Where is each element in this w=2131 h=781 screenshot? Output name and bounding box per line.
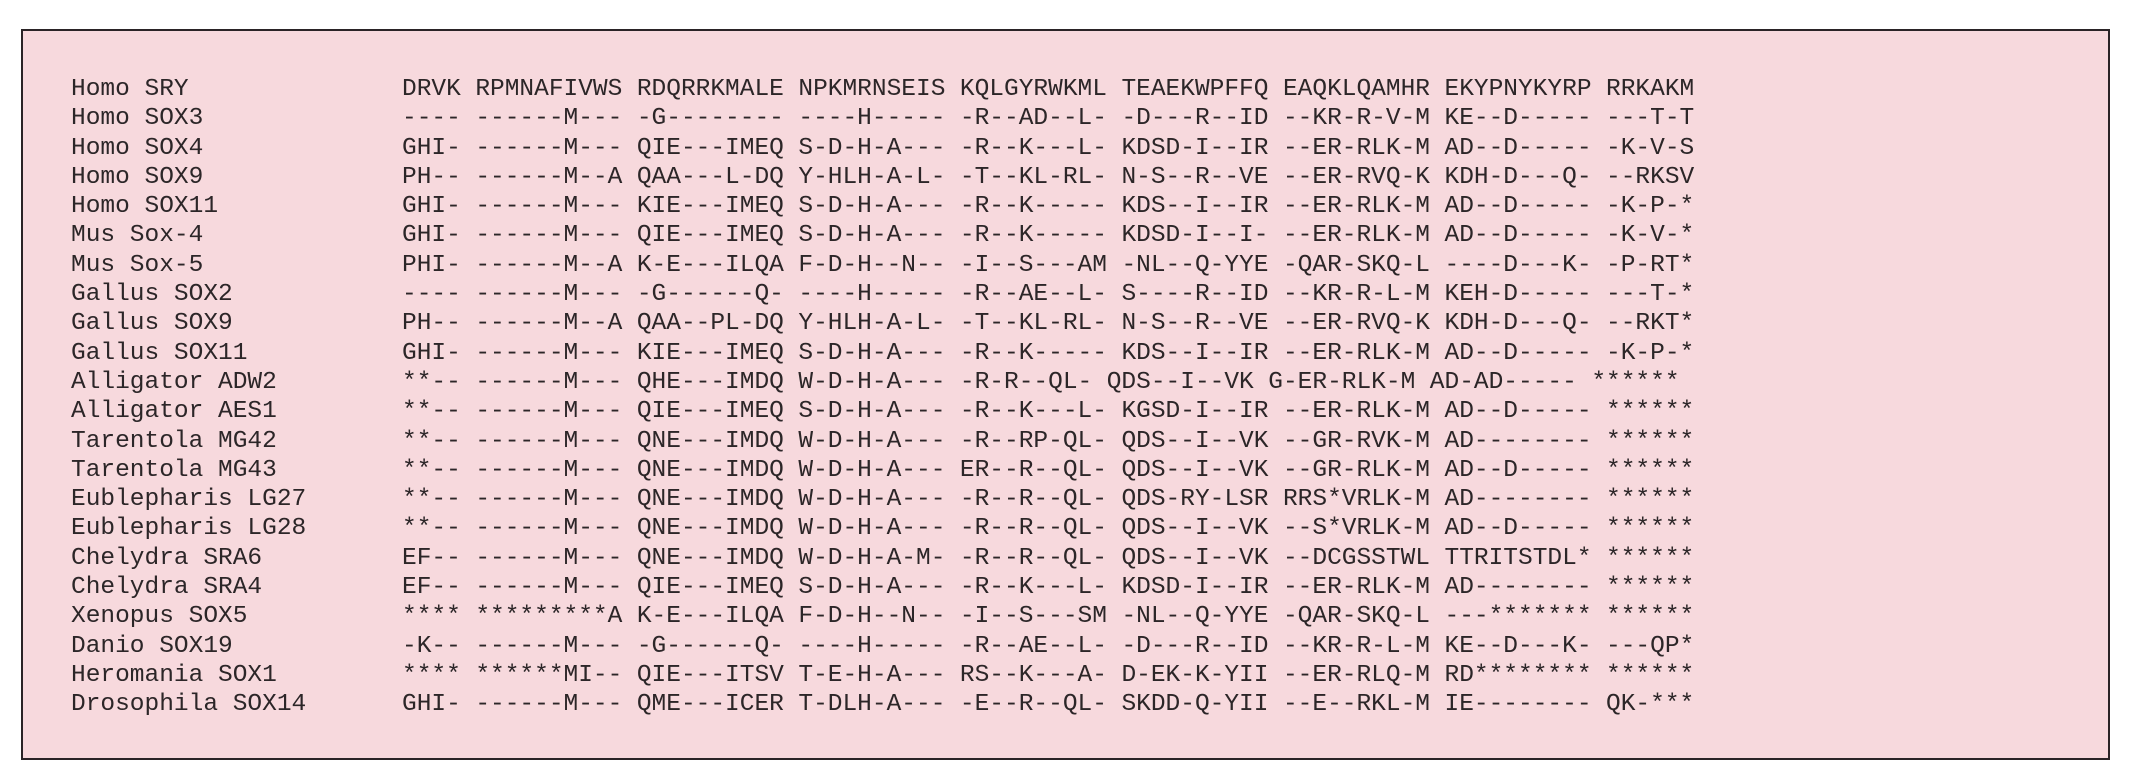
sequence-segment: EF-- (402, 544, 461, 572)
sequence-segment: ------M--- (475, 398, 623, 426)
sequence-segment: AD--D----- (1444, 134, 1592, 162)
sequence-segment: **-- (402, 398, 461, 426)
species-gene-label: Gallus SOX2 (71, 281, 233, 309)
sequence-segment: -R--R--QL- (959, 515, 1107, 543)
sequence-segment: -R--K----- (959, 193, 1107, 221)
sequence-segment: **** (402, 603, 461, 631)
sequence-segment: KQLGYRWKML (959, 76, 1107, 103)
alignment-figure (21, 29, 2110, 760)
sequence-segment: K-E---ILQA (636, 251, 784, 279)
sequence-segment: -G------Q- (636, 632, 784, 660)
sequence-segment: --DCGSSTWL (1282, 544, 1430, 572)
sequence-segment: ----H----- (798, 105, 946, 133)
alignment-row (71, 632, 1694, 661)
species-gene-label: Homo SOX11 (71, 193, 219, 221)
sequence-segment: ------M--A (475, 310, 623, 338)
sequence-segment: -R--K----- (959, 339, 1107, 367)
sequence-segment: ****** (1606, 398, 1695, 426)
sequence-segment: QIE---IMEQ (636, 398, 784, 426)
sequence-segment: T-DLH-A--- (798, 691, 946, 719)
sequence-segment: ****** (1606, 661, 1695, 689)
sequence-segment: S-D-H-A--- (798, 574, 946, 602)
sequence-segment: NPKMRNSEIS (798, 76, 946, 103)
sequence-segment: QIE---IMEQ (636, 574, 784, 602)
sequence-segment: -T--KL-RL- (959, 310, 1107, 338)
sequence-segment: --ER-RLK-M (1282, 398, 1430, 426)
sequence-segment: KDS--I--IR (1121, 193, 1269, 221)
sequence-segment: W-D-H-A--- (798, 368, 946, 396)
sequence-segment: --ER-RVQ-K (1282, 310, 1430, 338)
sequence-segment: --GR-RLK-M (1282, 456, 1430, 484)
sequence-segment: GHI- (402, 339, 461, 367)
sequence-segment: W-D-H-A--- (798, 456, 946, 484)
sequence-segment: ------M--- (475, 368, 623, 396)
sequence-segment: ****** (1606, 486, 1695, 514)
alignment-row (71, 221, 1694, 250)
sequence-segment: DRVK (402, 76, 461, 103)
sequence-segment: -R--K---L- (959, 574, 1107, 602)
sequence-segment: AD-------- (1444, 486, 1592, 514)
sequence-segment: -R--AE--L- (959, 632, 1107, 660)
sequence-segment: PH-- (402, 310, 461, 338)
sequence-segment: --KR-R-L-M (1282, 281, 1430, 309)
sequence-segment: ----H----- (798, 632, 946, 660)
sequence-segment: KE--D---K- (1444, 632, 1592, 660)
sequence-alignment (71, 75, 1694, 720)
sequence-segment: RRS*VRLK-M (1282, 486, 1430, 514)
sequence-segment: KGSD-I--IR (1121, 398, 1269, 426)
sequence-segment: KDSD-I--I- (1121, 222, 1269, 250)
sequence-segment: QDS-RY-LSR (1121, 486, 1269, 514)
sequence-segment: QDS--I--VK (1121, 456, 1269, 484)
sequence-segment: --RKT* (1606, 310, 1695, 338)
sequence-segment: -R-R--QL- (959, 368, 1093, 396)
sequence-segment: -K-- (402, 632, 461, 660)
sequence-segment: Y-HLH-A-L- (798, 310, 946, 338)
sequence-segment: AD--D----- (1444, 456, 1592, 484)
sequence-segment: QDS--I--VK (1121, 544, 1269, 572)
sequence-segment: W-D-H-A--- (798, 486, 946, 514)
sequence-segment: ****** (1591, 368, 1680, 396)
species-gene-label: Gallus SOX9 (71, 310, 233, 338)
sequence-segment: QNE---IMDQ (636, 515, 784, 543)
alignment-row (71, 690, 1694, 719)
sequence-segment: --ER-RLK-M (1282, 222, 1430, 250)
species-gene-label: Mus Sox-4 (71, 222, 204, 250)
sequence-segment: EAQKLQAMHR (1282, 76, 1430, 103)
sequence-segment: RPMNAFIVWS (475, 76, 623, 103)
sequence-segment: QNE---IMDQ (636, 486, 784, 514)
species-gene-label: Homo SOX9 (71, 163, 204, 191)
sequence-segment: EKYPNYKYRP (1444, 76, 1592, 103)
species-gene-label: Eublepharis LG27 (71, 486, 307, 514)
sequence-segment: PHI- (402, 251, 461, 279)
species-gene-label: Eublepharis LG28 (71, 515, 307, 543)
sequence-segment: --ER-RLK-M (1282, 574, 1430, 602)
sequence-segment: RDQRRKMALE (636, 76, 784, 103)
sequence-segment: KDH-D---Q- (1444, 310, 1592, 338)
species-gene-label: Homo SOX4 (71, 134, 204, 162)
alignment-row (71, 104, 1694, 133)
alignment-row (71, 661, 1694, 690)
sequence-segment: -D---R--ID (1121, 105, 1269, 133)
sequence-segment: PH-- (402, 163, 461, 191)
sequence-segment: -K-V-* (1606, 222, 1695, 250)
species-gene-label: Gallus SOX11 (71, 339, 248, 367)
sequence-segment: ****** (1606, 574, 1695, 602)
sequence-segment: KDS--I--IR (1121, 339, 1269, 367)
sequence-segment: ****** (1606, 603, 1695, 631)
sequence-segment: -R--R--QL- (959, 544, 1107, 572)
sequence-segment: KIE---IMEQ (636, 193, 784, 221)
sequence-segment: QHE---IMDQ (636, 368, 784, 396)
sequence-segment: KE--D----- (1444, 105, 1592, 133)
sequence-segment: ------M--- (475, 222, 623, 250)
sequence-segment: *********A (475, 603, 623, 631)
sequence-segment: F-D-H--N-- (798, 251, 946, 279)
sequence-segment: TEAEKWPFFQ (1121, 76, 1269, 103)
sequence-segment: **-- (402, 368, 461, 396)
species-gene-label: Heromania SOX1 (71, 661, 277, 689)
sequence-segment: QIE---IMEQ (636, 134, 784, 162)
sequence-segment: -G-------- (636, 105, 784, 133)
species-gene-label: Alligator AES1 (71, 398, 277, 426)
sequence-segment: **** (402, 661, 461, 689)
sequence-segment: --S*VRLK-M (1282, 515, 1430, 543)
sequence-segment: -R--K---L- (959, 398, 1107, 426)
alignment-row (71, 456, 1694, 485)
sequence-segment: KIE---IMEQ (636, 339, 784, 367)
sequence-segment: IE-------- (1444, 691, 1592, 719)
alignment-row (71, 427, 1694, 456)
sequence-segment: F-D-H--N-- (798, 603, 946, 631)
sequence-segment: --ER-RVQ-K (1282, 163, 1430, 191)
sequence-segment: S-D-H-A--- (798, 339, 946, 367)
sequence-segment: QNE---IMDQ (636, 427, 784, 455)
alignment-row (71, 163, 1694, 192)
sequence-segment: **-- (402, 456, 461, 484)
species-gene-label: Mus Sox-5 (71, 251, 204, 279)
sequence-segment: QAA--PL-DQ (636, 310, 784, 338)
sequence-segment: W-D-H-A--- (798, 427, 946, 455)
sequence-segment: QME---ICER (636, 691, 784, 719)
sequence-segment: -R--K---L- (959, 134, 1107, 162)
sequence-segment: ****** (1606, 456, 1695, 484)
alignment-row (71, 514, 1694, 543)
sequence-segment: KDSD-I--IR (1121, 574, 1269, 602)
sequence-segment: --KR-R-L-M (1282, 632, 1430, 660)
alignment-row (71, 573, 1694, 602)
sequence-segment: -P-RT* (1606, 251, 1695, 279)
sequence-segment: -I--S---AM (959, 251, 1107, 279)
species-gene-label: Tarentola MG43 (71, 456, 277, 484)
sequence-segment: QNE---IMDQ (636, 456, 784, 484)
sequence-segment: QDS--I--VK (1121, 427, 1269, 455)
species-gene-label: Homo SOX3 (71, 105, 204, 133)
sequence-segment: AD--D----- (1444, 193, 1592, 221)
sequence-segment: --RKSV (1606, 163, 1695, 191)
sequence-segment: QDS--I--VK (1106, 368, 1254, 396)
alignment-row (71, 544, 1694, 573)
species-gene-label: Homo SRY (71, 76, 189, 103)
sequence-segment: -R--K----- (959, 222, 1107, 250)
sequence-segment: QNE---IMDQ (636, 544, 784, 572)
sequence-segment: SKDD-Q-YII (1121, 691, 1269, 719)
sequence-segment: G-ER-RLK-M (1268, 368, 1416, 396)
sequence-segment: AD-------- (1444, 574, 1592, 602)
sequence-segment: ------M--- (475, 632, 623, 660)
sequence-segment: -G------Q- (636, 281, 784, 309)
sequence-segment: ER--R--QL- (959, 456, 1107, 484)
sequence-segment: KDH-D---Q- (1444, 163, 1592, 191)
sequence-segment: ****** (1606, 515, 1695, 543)
species-gene-label: Drosophila SOX14 (71, 691, 307, 719)
sequence-segment: -K-V-S (1606, 134, 1695, 162)
sequence-segment: -R--R--QL- (959, 486, 1107, 514)
sequence-segment: ---- (402, 281, 461, 309)
sequence-segment: N-S--R--VE (1121, 163, 1269, 191)
sequence-segment: --GR-RVK-M (1282, 427, 1430, 455)
sequence-segment: -QAR-SKQ-L (1282, 251, 1430, 279)
sequence-segment: T-E-H-A--- (798, 661, 946, 689)
sequence-segment: ----D---K- (1444, 251, 1592, 279)
species-gene-label: Chelydra SRA4 (71, 574, 263, 602)
species-gene-label: Tarentola MG42 (71, 427, 277, 455)
sequence-segment: TTRITSTDL* (1444, 544, 1592, 572)
alignment-row (71, 280, 1694, 309)
sequence-segment: ------M--- (475, 515, 623, 543)
sequence-segment: ---T-* (1606, 281, 1695, 309)
sequence-segment: ------M--- (475, 574, 623, 602)
species-gene-label: Alligator ADW2 (71, 368, 277, 396)
sequence-segment: ------M--- (475, 281, 623, 309)
sequence-segment: ---- (402, 105, 461, 133)
sequence-segment: ------M--A (475, 163, 623, 191)
sequence-segment: S-D-H-A--- (798, 398, 946, 426)
sequence-segment: --ER-RLK-M (1282, 339, 1430, 367)
species-gene-label: Chelydra SRA6 (71, 544, 263, 572)
sequence-segment: S-D-H-A--- (798, 222, 946, 250)
sequence-segment: AD-------- (1444, 427, 1592, 455)
alignment-row (71, 339, 1694, 368)
sequence-segment: RS--K---A- (959, 661, 1107, 689)
sequence-segment: GHI- (402, 222, 461, 250)
sequence-segment: ---QP* (1606, 632, 1695, 660)
sequence-segment: D-EK-K-YII (1121, 661, 1269, 689)
alignment-row (71, 485, 1694, 514)
sequence-segment: AD--D----- (1444, 222, 1592, 250)
sequence-segment: KDSD-I--IR (1121, 134, 1269, 162)
alignment-row (71, 309, 1694, 338)
sequence-segment: W-D-H-A--- (798, 515, 946, 543)
species-gene-label: Xenopus SOX5 (71, 603, 248, 631)
sequence-segment: -T--KL-RL- (959, 163, 1107, 191)
sequence-segment: ----H----- (798, 281, 946, 309)
sequence-segment: ******MI-- (475, 661, 623, 689)
sequence-segment: -E--R--QL- (959, 691, 1107, 719)
sequence-segment: QDS--I--VK (1121, 515, 1269, 543)
sequence-segment: AD-AD----- (1429, 368, 1577, 396)
alignment-row (71, 602, 1694, 631)
sequence-segment: -R--RP-QL- (959, 427, 1107, 455)
sequence-segment: ------M--- (475, 486, 623, 514)
alignment-row (71, 75, 1694, 104)
sequence-segment: -I--S---SM (959, 603, 1107, 631)
sequence-segment: ------M--- (475, 339, 623, 367)
sequence-segment: ------M--- (475, 193, 623, 221)
sequence-segment: ---******* (1444, 603, 1592, 631)
sequence-segment: Y-HLH-A-L- (798, 163, 946, 191)
sequence-segment: ------M--- (475, 544, 623, 572)
sequence-segment: RRKAKM (1606, 76, 1695, 103)
sequence-segment: ------M--- (475, 427, 623, 455)
sequence-segment: ****** (1606, 427, 1695, 455)
alignment-row (71, 368, 1694, 397)
sequence-segment: -K-P-* (1606, 193, 1695, 221)
sequence-segment: S-D-H-A--- (798, 193, 946, 221)
sequence-segment: EF-- (402, 574, 461, 602)
species-gene-label: Danio SOX19 (71, 632, 233, 660)
sequence-segment: -D---R--ID (1121, 632, 1269, 660)
sequence-segment: AD--D----- (1444, 398, 1592, 426)
sequence-segment: -QAR-SKQ-L (1282, 603, 1430, 631)
sequence-segment: **-- (402, 486, 461, 514)
sequence-segment: QK-*** (1606, 691, 1695, 719)
alignment-row (71, 397, 1694, 426)
sequence-segment: GHI- (402, 193, 461, 221)
sequence-segment: --E--RKL-M (1282, 691, 1430, 719)
sequence-segment: N-S--R--VE (1121, 310, 1269, 338)
sequence-segment: W-D-H-A-M- (798, 544, 946, 572)
sequence-segment: AD--D----- (1444, 515, 1592, 543)
sequence-segment: ****** (1606, 544, 1695, 572)
sequence-segment: ---T-T (1606, 105, 1695, 133)
sequence-segment: S----R--ID (1121, 281, 1269, 309)
sequence-segment: QIE---ITSV (636, 661, 784, 689)
sequence-segment: --ER-RLK-M (1282, 193, 1430, 221)
sequence-segment: S-D-H-A--- (798, 134, 946, 162)
sequence-segment: --KR-R-V-M (1282, 105, 1430, 133)
sequence-segment: ------M--A (475, 251, 623, 279)
sequence-segment: ------M--- (475, 105, 623, 133)
alignment-row (71, 251, 1694, 280)
alignment-row (71, 134, 1694, 163)
sequence-segment: -R--AD--L- (959, 105, 1107, 133)
sequence-segment: GHI- (402, 691, 461, 719)
sequence-segment: --ER-RLK-M (1282, 134, 1430, 162)
sequence-segment: KEH-D----- (1444, 281, 1592, 309)
alignment-row (71, 192, 1694, 221)
sequence-segment: QAA---L-DQ (636, 163, 784, 191)
sequence-segment: ------M--- (475, 134, 623, 162)
sequence-segment: GHI- (402, 134, 461, 162)
sequence-segment: QIE---IMEQ (636, 222, 784, 250)
sequence-segment: ------M--- (475, 691, 623, 719)
sequence-segment: --ER-RLQ-M (1282, 661, 1430, 689)
sequence-segment: -K-P-* (1606, 339, 1695, 367)
sequence-segment: **-- (402, 515, 461, 543)
sequence-segment: K-E---ILQA (636, 603, 784, 631)
sequence-segment: **-- (402, 427, 461, 455)
sequence-segment: -R--AE--L- (959, 281, 1107, 309)
sequence-segment: AD--D----- (1444, 339, 1592, 367)
sequence-segment: RD******** (1444, 661, 1592, 689)
sequence-segment: -NL--Q-YYE (1121, 251, 1269, 279)
sequence-segment: -NL--Q-YYE (1121, 603, 1269, 631)
sequence-segment: ------M--- (475, 456, 623, 484)
